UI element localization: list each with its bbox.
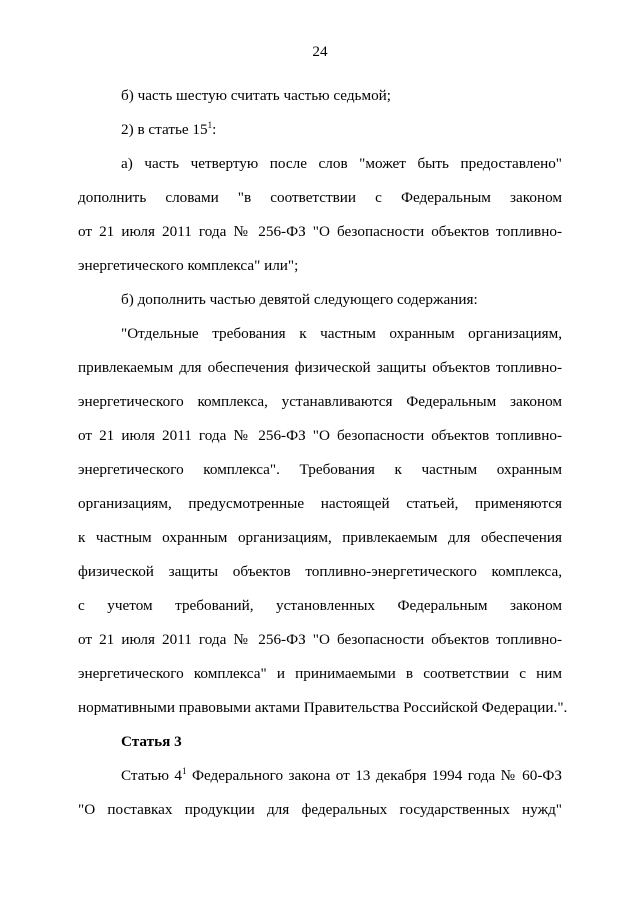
superscript: 1 xyxy=(182,766,187,776)
text-line: б) часть шестую считать частью седьмой; xyxy=(121,87,392,104)
article-heading: Статья 3 xyxy=(121,733,182,750)
text-line: от 21 июля 2011 года № 256-ФЗ "О безопасности объектов топливно- xyxy=(78,427,562,444)
text-line: от 21 июля 2011 года № 256-ФЗ "О безопасности объектов топливно- xyxy=(78,631,562,648)
text-line: 2) в статье $15^1$: xyxy=(121,120,217,138)
text-line: б) дополнить частью девятой следующего содержания: xyxy=(121,291,478,308)
text-line: физической защиты объектов топливно-энергетического комплекса, xyxy=(78,563,562,580)
text-line: от 21 июля 2011 года № 256-ФЗ "О безопасности объектов топливно- xyxy=(78,223,562,240)
text-line: "О поставках продукции для федеральных государственных нужд" xyxy=(78,801,562,818)
text-line: энергетического комплекса, устанавливаются Федеральным законом xyxy=(78,393,562,410)
text-line: к частным охранным организациям, привлекаемым для обеспечения xyxy=(78,529,562,546)
text-line: организациям, предусмотренные настоящей статьей, применяются xyxy=(78,495,562,512)
text-line: привлекаемым для обеспечения физической защиты объектов топливно- xyxy=(78,359,562,376)
text-line: дополнить словами "в соответствии с Федеральным законом xyxy=(78,189,562,206)
text-line: нормативными правовыми актами Правительства Российской Федерации.". xyxy=(78,699,568,716)
text-line: "Отдельные требования к частным охранным организациям, xyxy=(121,325,562,342)
text-line: энергетического комплекса". Требования к частным охранным xyxy=(78,461,562,478)
text-line: энергетического комплекса" или"; xyxy=(78,257,299,274)
page-number: 24 xyxy=(312,43,328,60)
text-line: а) часть четвертую после слов "может быть предоставлено" xyxy=(121,155,562,172)
superscript: 1 xyxy=(207,120,213,130)
text-line: с учетом требований, установленных Федеральным законом xyxy=(78,597,562,614)
text-line: энергетического комплекса" и принимаемыми в соответствии с ним xyxy=(78,665,562,682)
text-line: Статью $4^1$ Федерального закона от 13 декабря 1994 года № 60-ФЗ xyxy=(121,766,562,784)
